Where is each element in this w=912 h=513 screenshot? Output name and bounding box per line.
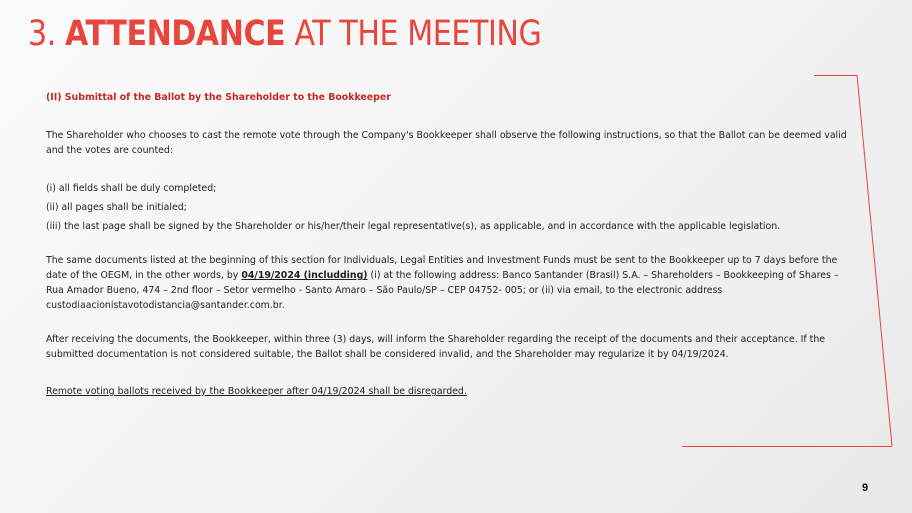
frame-side-line — [855, 75, 895, 447]
list-item: (i) all fields shall be duly completed; — [46, 183, 217, 194]
title-rest: AT THE MEETING — [294, 14, 542, 54]
frame-bottom-line — [682, 446, 892, 447]
page-number: 9 — [862, 482, 869, 494]
after-receipt-paragraph: After receiving the documents, the Bookkeeper, within three (3) days, will inform the Shareholder regarding the receipt of the documents and their acceptance. If the submitted documentation is not considered suitable, the Ballot shall be considered invalid, and the Shareholder may regularize it by 04/19/2024. — [46, 334, 826, 360]
disregard-note: Remote voting ballots received by the Bookkeeper after 04/19/2024 shall be disregarded. — [46, 386, 467, 397]
documents-paragraph — [46, 253, 856, 313]
intro-paragraph: The Shareholder who chooses to cast the remote vote through the Company's Bookkeeper shall observe the following instructions, so that the Ballot can be deemed valid and the votes are counted: — [46, 130, 847, 156]
list-item: (ii) all pages shall be initialed; — [46, 202, 187, 213]
documents-text-part1: The same documents listed at the beginning of this section for Individuals, Legal Entities and Investment Funds must be sent to the Bookkeeper up to 7 days before the date of the OEGM, in the other words, by — [46, 255, 838, 281]
title-number: 3. — [28, 14, 56, 54]
slide-title — [28, 12, 541, 56]
section-subheading: (II) Submittal of the Ballot by the Shareholder to the Bookkeeper — [46, 92, 391, 103]
title-bold: ATTENDANCE — [65, 14, 286, 54]
documents-deadline: 04/19/2024 (includding) — [241, 270, 368, 281]
list-item: (iii) the last page shall be signed by the Shareholder or his/her/their legal representative(s), as applicable, and in accordance with the applicable legislation. — [46, 221, 781, 232]
frame-top-line — [814, 75, 857, 76]
content-body — [46, 90, 856, 399]
documents-text-part2: (i) at the following address: Banco Santander (Brasil) S.A. – Shareholders – Bookkeeping of Shares – Rua Amador Bueno, 474 – 2nd floor – Setor vermelho - Santo Amaro – São Paulo/SP – CEP 04752- 005; or (ii) via email, to the electronic address custodiaacionistavotodistancia@santander.com.br. — [46, 270, 839, 311]
